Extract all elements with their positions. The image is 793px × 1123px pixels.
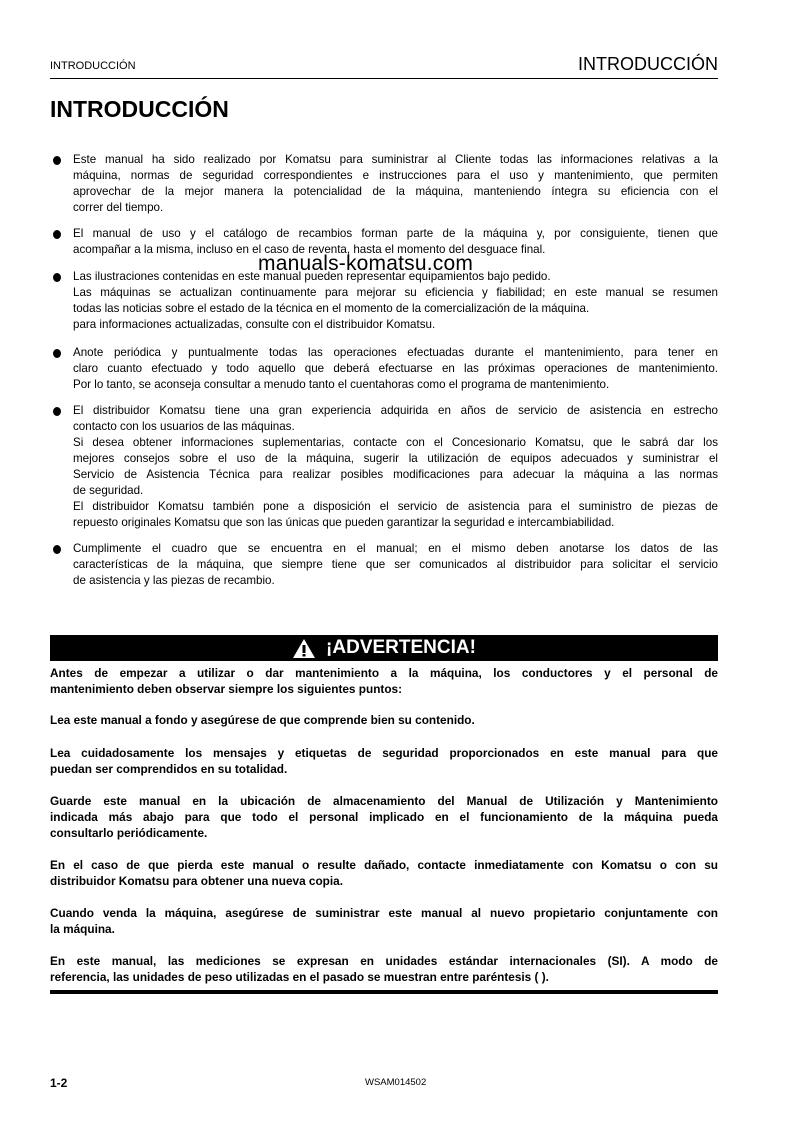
page-number: 1-2 xyxy=(50,1076,68,1090)
text-line: Lea este manual a fondo y asegúrese de que comprende bien su contenido. xyxy=(50,713,475,727)
text-line: Por lo tanto, se aconseja consultar a menudo tanto el cuentahoras como el programa de mantenimiento. xyxy=(73,378,610,391)
text-line: acompañar a la misma, incluso en el caso de reventa, hasta el momento del desguace final. xyxy=(73,243,546,256)
text-line: Cuando venda la máquina, asegúrese de suministrar este manual al nuevo propietario conjuntamente con xyxy=(50,906,718,920)
text-line: de seguridad. xyxy=(73,484,144,497)
text-line: Este manual ha sido realizado por Komatsu para suministrar al Cliente todas las informaciones relativas a la xyxy=(73,153,718,166)
text-line: distribuidor Komatsu para obtener una nueva copia. xyxy=(50,874,344,888)
bullet-item xyxy=(73,269,718,333)
bullet-icon xyxy=(53,230,61,239)
bullet-item xyxy=(73,403,718,531)
bullet-item xyxy=(73,152,718,216)
text-line: la máquina. xyxy=(50,922,115,936)
text-line: El distribuidor Komatsu también pone a disposición el servicio de asistencia para el suministro de piezas de xyxy=(73,500,718,513)
text-line: referencia, las unidades de peso utilizadas en el pasado se muestran entre paréntesis ( ). xyxy=(50,970,549,984)
bullet-icon xyxy=(53,349,61,358)
warning-paragraph xyxy=(50,953,718,985)
warning-triangle-icon xyxy=(292,638,316,659)
text-line: consultarlo periódicamente. xyxy=(50,826,208,840)
warning-paragraph xyxy=(50,665,718,697)
page-title: INTRODUCCIÓN xyxy=(50,96,229,122)
warning-banner xyxy=(50,635,718,661)
text-line: puedan ser comprendidos en su totalidad. xyxy=(50,762,288,776)
text-line: aprovechar de la mejor manera la potencialidad de la máquina, manteniendo íntegra su eficiencia con el xyxy=(73,185,718,198)
bullet-icon xyxy=(53,273,61,282)
running-header-left: INTRODUCCIÓN xyxy=(50,60,136,72)
text-line: Cumplimente el cuadro que se encuentra en el manual; en el mismo deben anotarse los datos de las xyxy=(73,542,718,555)
text-line: Guarde este manual en la ubicación de almacenamiento del Manual de Utilización y Mantenimiento xyxy=(50,794,718,808)
text-line: En el caso de que pierda este manual o resulte dañado, contacte inmediatamente con Komatsu o con su xyxy=(50,858,718,872)
text-line: Anote periódica y puntualmente todas las operaciones efectuadas durante el mantenimiento, para tener en xyxy=(73,346,718,359)
warning-paragraph xyxy=(50,745,718,777)
text-line: Antes de empezar a utilizar o dar mantenimiento a la máquina, los conductores y el personal de xyxy=(50,666,718,680)
text-line: características de la máquina, que siempre tiene que ser comunicados al distribuidor para solicitar el servicio xyxy=(73,558,718,571)
header-divider xyxy=(50,78,718,79)
text-line: mejores consejos sobre el uso de la máquina, sugerir la utilización de equipos adecuados y suministrar el xyxy=(73,452,718,465)
text-line: Si desea obtener informaciones suplementarias, contacte con el Concesionario Komatsu, que le sabrá dar los xyxy=(73,436,718,449)
text-line: En este manual, las mediciones se expresan en unidades estándar internacionales (SI). A modo de xyxy=(50,954,718,968)
text-line: contacto con los usuarios de las máquinas. xyxy=(73,420,295,433)
document-code: WSAM014502 xyxy=(365,1077,427,1088)
text-line: repuesto originales Komatsu que son las únicas que pueden garantizar la seguridad e intercambiabilidad. xyxy=(73,516,615,529)
text-line: de asistencia y las piezas de recambio. xyxy=(73,574,275,587)
text-line: El distribuidor Komatsu tiene una gran experiencia adquirida en años de servicio de asistencia en estrecho xyxy=(73,404,718,417)
watermark: manuals-komatsu.com xyxy=(258,252,474,275)
text-line: mantenimiento deben observar siempre los siguientes puntos: xyxy=(50,682,403,696)
text-line: Lea cuidadosamente los mensajes y etiquetas de seguridad proporcionados en este manual para que xyxy=(50,746,718,760)
text-line: Las máquinas se actualizan continuamente para mejorar su eficiencia y fiabilidad; en este manual se resumen xyxy=(73,286,718,299)
text-line: Servicio de Asistencia Técnica para realizar posibles modificaciones para adecuar la máquina a las normas xyxy=(73,468,718,481)
text-line: El manual de uso y el catálogo de recambios forman parte de la máquina y, por consiguiente, tienen que xyxy=(73,227,718,240)
text-line: Las ilustraciones contenidas en este manual pueden representar equipamientos bajo pedido. xyxy=(73,270,551,283)
warning-paragraph xyxy=(50,905,718,937)
text-line: correr del tiempo. xyxy=(73,201,164,214)
text-line: claro cuanto efectuado y todo aquello que deberá efectuarse en las próximas operaciones de mantenimiento. xyxy=(73,362,718,375)
warning-paragraph xyxy=(50,857,718,889)
bullet-item xyxy=(73,345,718,393)
bullet-icon xyxy=(53,545,61,554)
text-line: máquina, normas de seguridad correspondientes e instrucciones para el uso y mantenimiento, que permiten xyxy=(73,169,718,182)
warning-paragraph xyxy=(50,712,718,728)
bullet-icon xyxy=(53,407,61,416)
warning-title: ¡ADVERTENCIA! xyxy=(326,637,476,658)
warning-paragraph xyxy=(50,793,718,841)
text-line: indicada más abajo para que todo el personal implicado en el funcionamiento de la máquina pueda xyxy=(50,810,718,824)
bullet-icon xyxy=(53,156,61,165)
bullet-item xyxy=(73,541,718,589)
running-header-right: INTRODUCCIÓN xyxy=(578,54,718,74)
text-line: todas las noticias sobre el estado de la técnica en el momento de la comercialización de la máquina. xyxy=(73,302,590,315)
text-line: para informaciones actualizadas, consulte con el distribuidor Komatsu. xyxy=(73,318,436,331)
warning-bottom-rule xyxy=(50,990,718,994)
